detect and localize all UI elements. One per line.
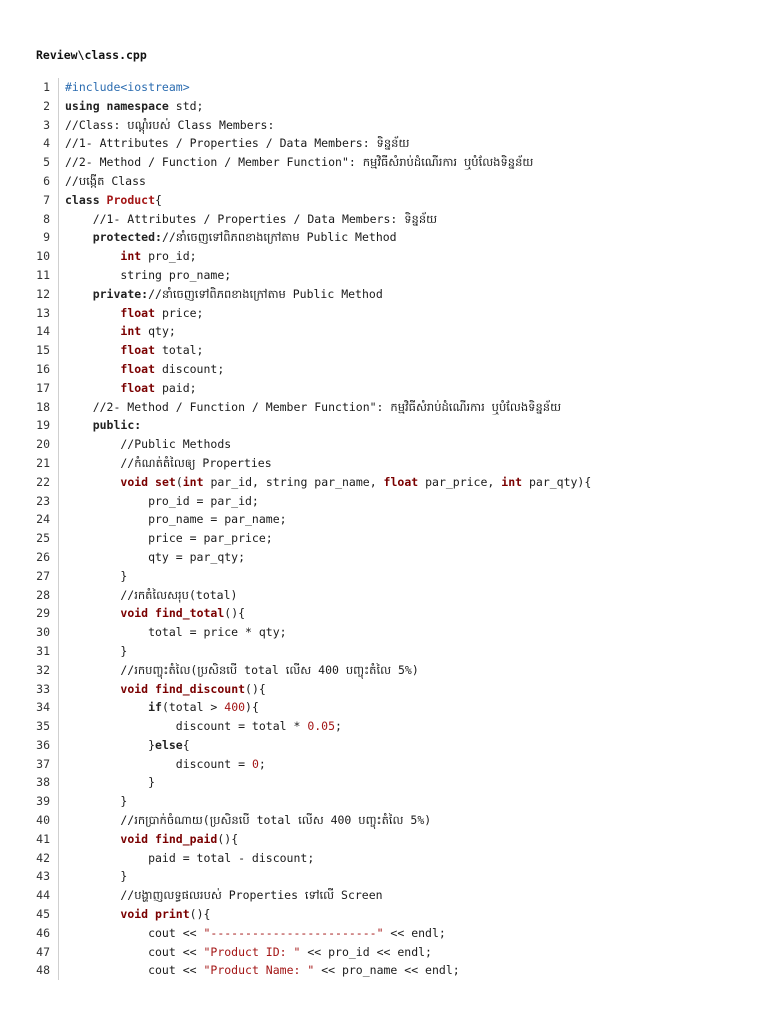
- code-line: [20, 398, 750, 417]
- code-token: (){: [224, 606, 246, 621]
- line-number: 3: [20, 116, 59, 135]
- code-line: [20, 492, 750, 511]
- code-line: [20, 849, 750, 868]
- line-number: 46: [20, 924, 59, 943]
- line-number: 6: [20, 172, 59, 191]
- code-text: [59, 680, 266, 699]
- code-block: [20, 78, 750, 980]
- code-token: qty = par_qty;: [65, 549, 246, 564]
- code-text: [59, 811, 431, 830]
- code-token: float: [120, 305, 156, 320]
- line-number: 23: [20, 492, 59, 511]
- code-text: [59, 567, 127, 586]
- code-token: [65, 249, 120, 263]
- code-line: [20, 454, 750, 473]
- code-text: [59, 322, 176, 341]
- code-token: (total >: [161, 700, 225, 715]
- code-text: [59, 116, 274, 135]
- line-number: 5: [20, 153, 59, 172]
- code-text: [59, 360, 224, 379]
- code-line: [20, 341, 750, 360]
- line-number: 33: [20, 680, 59, 699]
- code-token: pro_id = par_id;: [65, 493, 259, 508]
- line-number: 12: [20, 285, 59, 304]
- code-token: "------------------------": [203, 925, 384, 940]
- code-token: //2- Method / Function / Member Function": កម្មវិធីសំរាប់ដំណើរការ ឬបំលែងទិន្នន័យ: [65, 399, 562, 414]
- code-token: << pro_name << endl;: [314, 963, 460, 978]
- code-token: //1- Attributes / Properties / Data Members: ទិន្នន័យ: [65, 211, 438, 226]
- code-token: [148, 682, 155, 696]
- code-token: find_paid: [155, 831, 218, 846]
- code-token: paid = total - discount;: [65, 850, 315, 865]
- code-text: [59, 473, 591, 492]
- line-number: 16: [20, 360, 59, 379]
- code-text: [59, 849, 314, 868]
- code-token: print: [155, 907, 190, 922]
- code-token: ){: [245, 700, 259, 715]
- code-text: [59, 773, 155, 792]
- code-token: [65, 362, 120, 376]
- code-text: [59, 247, 197, 266]
- code-token: [65, 230, 93, 244]
- code-token: ;: [335, 719, 342, 734]
- code-line: [20, 943, 750, 962]
- code-line: [20, 228, 750, 247]
- line-number: 24: [20, 510, 59, 529]
- code-token: find_total: [155, 606, 225, 621]
- code-token: (){: [245, 681, 266, 696]
- line-number: 36: [20, 736, 59, 755]
- code-token: discount =: [65, 756, 252, 771]
- code-token: class: [65, 192, 107, 207]
- line-number: 44: [20, 886, 59, 905]
- code-token: //Public Methods: [65, 437, 232, 452]
- code-token: else: [155, 737, 183, 752]
- code-text: [59, 586, 237, 605]
- code-token: [148, 907, 155, 921]
- code-line: [20, 811, 750, 830]
- code-line: [20, 961, 750, 980]
- code-line: [20, 717, 750, 736]
- line-number: 35: [20, 717, 59, 736]
- code-token: }: [65, 794, 128, 809]
- code-text: [59, 698, 259, 717]
- code-line: [20, 529, 750, 548]
- code-token: 0.05: [307, 719, 336, 734]
- line-number: 41: [20, 830, 59, 849]
- code-token: std;: [175, 98, 204, 113]
- code-text: [59, 961, 460, 980]
- code-token: pro_name = par_name;: [65, 512, 287, 527]
- code-token: void: [120, 474, 149, 489]
- code-token: << pro_id << endl;: [300, 944, 432, 959]
- code-line: [20, 266, 750, 285]
- line-number: 7: [20, 191, 59, 210]
- line-number: 9: [20, 228, 59, 247]
- code-token: //កំណត់តំលៃឲ្យ Properties: [65, 455, 272, 470]
- code-line: [20, 661, 750, 680]
- code-token: int: [120, 249, 142, 264]
- code-token: int: [120, 324, 142, 339]
- code-line: [20, 792, 750, 811]
- code-line: [20, 736, 750, 755]
- code-line: [20, 623, 750, 642]
- code-token: pro_id;: [141, 249, 197, 264]
- code-text: [59, 304, 203, 323]
- line-number: 28: [20, 586, 59, 605]
- code-token: [65, 682, 120, 696]
- code-token: [65, 700, 148, 714]
- code-token: //នាំចេញទៅពិភពខាងក្រៅតាម Public Method: [161, 230, 397, 245]
- code-text: [59, 661, 419, 680]
- code-token: if: [148, 700, 162, 715]
- code-line: [20, 905, 750, 924]
- code-text: [59, 529, 273, 548]
- code-token: int: [182, 474, 204, 489]
- code-text: [59, 210, 437, 229]
- line-number: 10: [20, 247, 59, 266]
- code-line: [20, 867, 750, 886]
- code-line: [20, 210, 750, 229]
- code-token: par_qty){: [522, 474, 592, 489]
- code-text: [59, 943, 432, 962]
- code-token: //រកប្រាក់ចំណាយ(ប្រសិនបើ total លើស 400 បញ្ចុះតំលៃ 5%): [65, 813, 432, 828]
- code-token: float: [383, 474, 419, 489]
- code-line: [20, 510, 750, 529]
- code-line: [20, 567, 750, 586]
- code-text: [59, 755, 266, 774]
- code-text: [59, 736, 190, 755]
- code-token: {: [155, 192, 162, 207]
- code-line: [20, 680, 750, 699]
- line-number: 31: [20, 642, 59, 661]
- code-line: [20, 304, 750, 323]
- code-line: [20, 285, 750, 304]
- code-text: [59, 172, 146, 191]
- code-token: using namespace: [65, 98, 176, 113]
- code-line: [20, 924, 750, 943]
- code-line: [20, 322, 750, 341]
- line-number: 48: [20, 961, 59, 980]
- code-text: [59, 510, 287, 529]
- code-token: float: [120, 380, 156, 395]
- line-number: 15: [20, 341, 59, 360]
- code-line: [20, 830, 750, 849]
- code-line: [20, 134, 750, 153]
- code-text: [59, 492, 259, 511]
- code-line: [20, 642, 750, 661]
- code-text: [59, 830, 238, 849]
- code-token: set: [155, 474, 176, 489]
- code-line: [20, 97, 750, 116]
- code-token: "Product ID: ": [203, 944, 301, 959]
- code-token: price = par_price;: [65, 531, 273, 546]
- code-text: [59, 97, 203, 116]
- code-token: #include<iostream>: [65, 80, 190, 94]
- code-text: [59, 153, 533, 172]
- code-line: [20, 191, 750, 210]
- line-number: 11: [20, 266, 59, 285]
- code-token: (: [175, 474, 183, 489]
- line-number: 20: [20, 435, 59, 454]
- code-token: //បង្ហាញលទ្ធផលរបស់ Properties ទៅលើ Screen: [65, 888, 383, 903]
- code-text: [59, 604, 245, 623]
- code-text: [59, 548, 245, 567]
- code-text: [59, 867, 127, 886]
- code-token: //រកតំលៃសរុប(total): [65, 587, 238, 602]
- code-text: [59, 398, 561, 417]
- code-token: [65, 606, 120, 620]
- code-token: void: [120, 831, 149, 846]
- code-text: [59, 792, 127, 811]
- code-token: void: [120, 681, 149, 696]
- line-number: 37: [20, 755, 59, 774]
- code-line: [20, 360, 750, 379]
- line-number: 21: [20, 454, 59, 473]
- code-token: }: [65, 775, 156, 790]
- code-text: [59, 924, 446, 943]
- code-token: //បង្កើត Class: [65, 173, 146, 188]
- code-text: [59, 435, 231, 454]
- code-token: public:: [92, 418, 142, 433]
- line-number: 32: [20, 661, 59, 680]
- line-number: 39: [20, 792, 59, 811]
- code-token: [65, 287, 93, 301]
- line-number: 25: [20, 529, 59, 548]
- line-number: 30: [20, 623, 59, 642]
- code-token: //1- Attributes / Properties / Data Members: ទិន្នន័យ: [65, 136, 410, 151]
- code-token: //រកបញ្ចុះតំលៃ(ប្រសិនបើ total លើស 400 បញ្ចុះតំលៃ 5%): [65, 662, 419, 677]
- code-line: [20, 886, 750, 905]
- code-token: cout <<: [65, 963, 204, 978]
- code-token: //នាំចេញទៅពិភពខាងក្រៅតាម Public Method: [148, 286, 383, 301]
- code-text: [59, 266, 231, 285]
- code-token: 0: [251, 756, 259, 771]
- line-number: 26: [20, 548, 59, 567]
- code-token: string pro_name;: [65, 267, 232, 282]
- code-token: //Class: បណ្តុំរបស់ Class Members:: [65, 117, 275, 132]
- line-number: 38: [20, 773, 59, 792]
- line-number: 4: [20, 134, 59, 153]
- line-number: 34: [20, 698, 59, 717]
- code-token: par_price,: [418, 474, 502, 489]
- code-token: }: [65, 568, 128, 583]
- code-token: }: [65, 869, 128, 884]
- line-number: 27: [20, 567, 59, 586]
- line-number: 2: [20, 97, 59, 116]
- code-token: int: [501, 474, 523, 489]
- code-token: find_discount: [155, 681, 246, 696]
- code-line: [20, 172, 750, 191]
- code-token: ;: [258, 756, 266, 771]
- code-token: }: [65, 643, 128, 658]
- code-token: void: [120, 907, 149, 922]
- code-token: discount;: [155, 361, 225, 376]
- code-line: [20, 473, 750, 492]
- code-token: [65, 343, 120, 357]
- code-token: [65, 418, 93, 432]
- code-line: [20, 435, 750, 454]
- line-number: 40: [20, 811, 59, 830]
- code-token: total = price * qty;: [65, 625, 287, 640]
- code-text: [59, 134, 409, 153]
- code-line: [20, 78, 750, 97]
- code-token: [65, 381, 120, 395]
- code-line: [20, 153, 750, 172]
- code-line: [20, 379, 750, 398]
- code-token: [148, 832, 155, 846]
- code-text: [59, 905, 210, 924]
- code-line: [20, 548, 750, 567]
- code-text: [59, 341, 203, 360]
- code-text: [59, 454, 272, 473]
- line-number: 14: [20, 322, 59, 341]
- code-token: cout <<: [65, 925, 204, 940]
- code-token: total;: [155, 343, 204, 358]
- code-text: [59, 623, 287, 642]
- code-text: [59, 642, 127, 661]
- line-number: 13: [20, 304, 59, 323]
- code-text: [59, 228, 397, 247]
- line-number: 47: [20, 943, 59, 962]
- line-number: 43: [20, 867, 59, 886]
- code-token: cout <<: [65, 944, 204, 959]
- line-number: 1: [20, 78, 59, 97]
- code-token: [148, 475, 155, 489]
- code-token: [65, 907, 120, 921]
- code-token: << endl;: [383, 925, 446, 940]
- code-token: [65, 324, 120, 338]
- code-line: [20, 755, 750, 774]
- line-number: 45: [20, 905, 59, 924]
- code-token: Product: [106, 192, 156, 207]
- code-line: [20, 247, 750, 266]
- code-token: [65, 475, 120, 489]
- code-token: price;: [155, 305, 204, 320]
- file-title: Review\class.cpp: [36, 48, 147, 62]
- code-token: 400: [224, 700, 246, 715]
- code-token: float: [120, 343, 156, 358]
- code-line: [20, 698, 750, 717]
- code-token: (){: [189, 907, 211, 922]
- code-token: [65, 306, 120, 320]
- code-token: qty;: [141, 324, 176, 339]
- code-text: [59, 379, 197, 398]
- line-number: 22: [20, 473, 59, 492]
- line-number: 42: [20, 849, 59, 868]
- line-number: 19: [20, 416, 59, 435]
- code-token: protected:: [92, 230, 162, 245]
- code-text: [59, 191, 162, 210]
- code-line: [20, 773, 750, 792]
- line-number: 29: [20, 604, 59, 623]
- code-token: [148, 606, 155, 620]
- code-token: }: [65, 737, 156, 752]
- code-line: [20, 116, 750, 135]
- code-text: [59, 78, 190, 97]
- code-text: [59, 285, 383, 304]
- code-line: [20, 586, 750, 605]
- line-number: 17: [20, 379, 59, 398]
- code-token: "Product Name: ": [203, 963, 315, 978]
- code-line: [20, 416, 750, 435]
- code-token: paid;: [155, 380, 197, 395]
- line-number: 8: [20, 210, 59, 229]
- code-line: [20, 604, 750, 623]
- code-token: (){: [217, 831, 239, 846]
- code-token: {: [182, 737, 190, 752]
- code-token: discount = total *: [65, 719, 308, 734]
- code-token: private:: [92, 286, 149, 301]
- code-token: [65, 832, 120, 846]
- code-text: [59, 416, 141, 435]
- code-token: float: [120, 361, 156, 376]
- code-token: void: [120, 606, 149, 621]
- code-token: par_id, string par_name,: [203, 474, 384, 489]
- code-token: //2- Method / Function / Member Function": កម្មវិធីសំរាប់ដំណើរការ ឬបំលែងទិន្នន័យ: [65, 155, 534, 170]
- code-text: [59, 886, 383, 905]
- code-text: [59, 717, 342, 736]
- line-number: 18: [20, 398, 59, 417]
